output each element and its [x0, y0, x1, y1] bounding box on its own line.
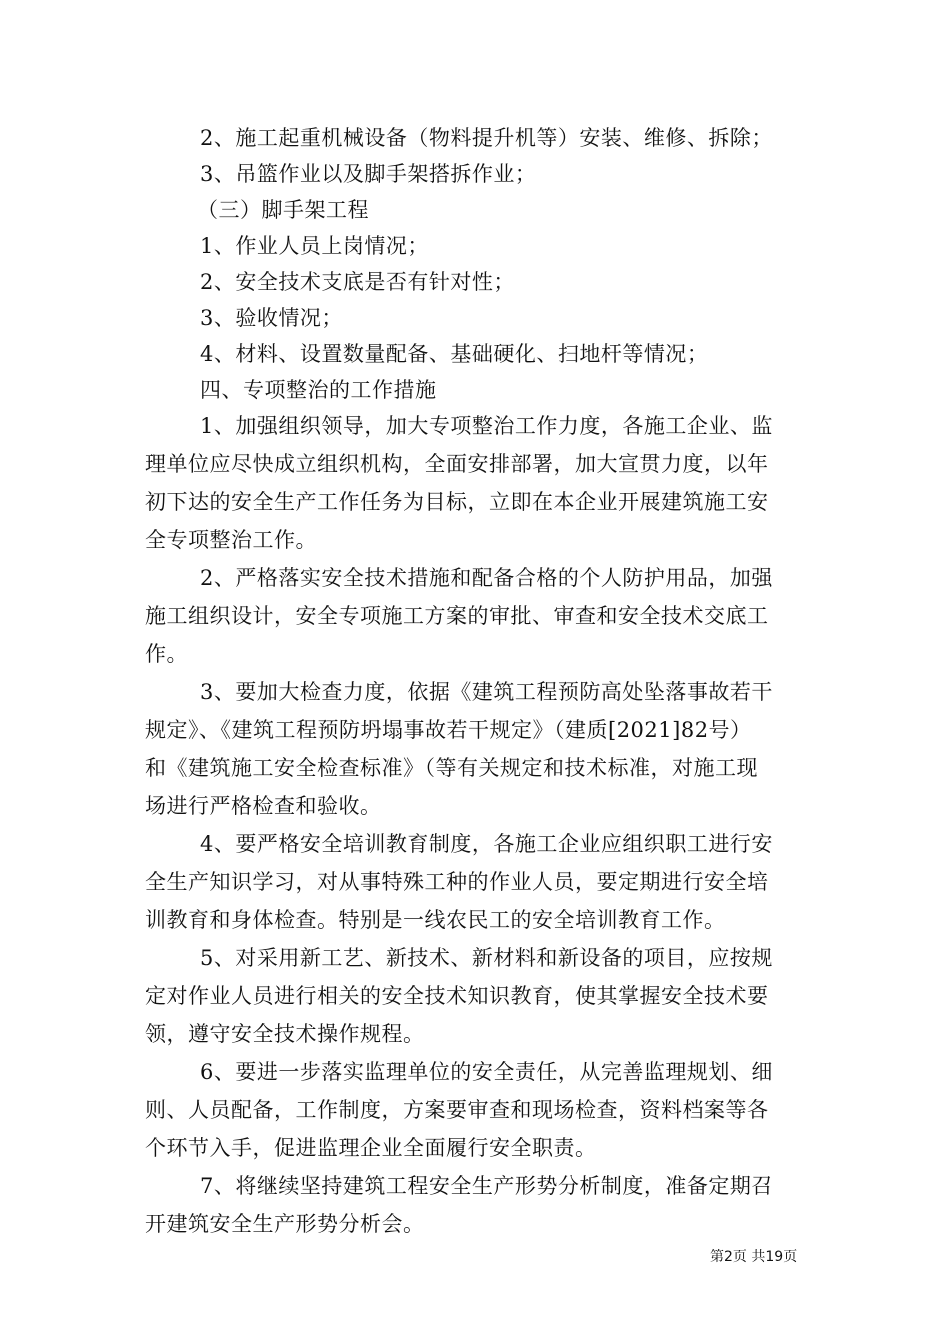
- total-page-count: 19: [765, 1249, 784, 1265]
- paragraph-line: 5、对采用新工艺、新技术、新材料和新设备的项目，应按规: [200, 946, 773, 970]
- page-number-footer: [710, 1248, 797, 1266]
- paragraph-line: 作。: [145, 642, 188, 666]
- list-item: 1、作业人员上岗情况；: [200, 234, 429, 258]
- list-item: 2、施工起重机械设备（物料提升机等）安装、维修、拆除；: [200, 126, 773, 150]
- footer-suffix: 页: [783, 1249, 798, 1265]
- paragraph-line: 领，遵守安全技术操作规程。: [145, 1022, 425, 1046]
- section-heading: （三）脚手架工程: [197, 198, 369, 222]
- section-heading: 四、专项整治的工作措施: [200, 378, 437, 402]
- paragraph-line: 训教育和身体检查。特别是一线农民工的安全培训教育工作。: [145, 908, 726, 932]
- list-item: 3、吊篮作业以及脚手架搭拆作业；: [200, 162, 537, 186]
- current-page-number: 2: [724, 1249, 733, 1265]
- paragraph-line: 2、严格落实安全技术措施和配备合格的个人防护用品，加强: [200, 566, 773, 590]
- footer-middle: 页 共: [732, 1249, 766, 1265]
- paragraph-line: 1、加强组织领导，加大专项整治工作力度，各施工企业、监: [200, 414, 773, 438]
- footer-prefix: 第: [710, 1249, 724, 1265]
- paragraph-line: 7、将继续坚持建筑工程安全生产形势分析制度，准备定期召: [200, 1174, 773, 1198]
- paragraph-line: 理单位应尽快成立组织机构，全面安排部署，加大宣贯力度，以年: [145, 452, 769, 476]
- paragraph-line: 个环节入手，促进监理企业全面履行安全职责。: [145, 1136, 597, 1160]
- list-item: 3、验收情况；: [200, 306, 343, 330]
- paragraph-line: 初下达的安全生产工作任务为目标，立即在本企业开展建筑施工安: [145, 490, 769, 514]
- paragraph-line: 全生产知识学习，对从事特殊工种的作业人员，要定期进行安全培: [145, 870, 769, 894]
- paragraph-line: 3、要加大检查力度，依据《建筑工程预防高处坠落事故若干: [200, 680, 773, 704]
- paragraph-line: 规定》、《建筑工程预防坍塌事故若干规定》（建质[2021]82号）: [145, 718, 752, 742]
- paragraph-line: 施工组织设计，安全专项施工方案的审批、审查和安全技术交底工: [145, 604, 769, 628]
- list-item: 2、安全技术支底是否有针对性；: [200, 270, 515, 294]
- paragraph-line: 和《建筑施工安全检查标准》（等有关规定和技术标准，对施工现: [145, 756, 758, 780]
- paragraph-line: 定对作业人员进行相关的安全技术知识教育，使其掌握安全技术要: [145, 984, 769, 1008]
- list-item: 4、材料、设置数量配备、基础硬化、扫地杆等情况；: [200, 342, 709, 366]
- paragraph-line: 则、人员配备，工作制度，方案要审查和现场检查，资料档案等各: [145, 1098, 769, 1122]
- paragraph-line: 4、要严格安全培训教育制度，各施工企业应组织职工进行安: [200, 832, 773, 856]
- paragraph-line: 6、要进一步落实监理单位的安全责任，从完善监理规划、细: [200, 1060, 773, 1084]
- paragraph-line: 场进行严格检查和验收。: [145, 794, 382, 818]
- paragraph-line: 全专项整治工作。: [145, 528, 317, 552]
- paragraph-line: 开建筑安全生产形势分析会。: [145, 1212, 425, 1236]
